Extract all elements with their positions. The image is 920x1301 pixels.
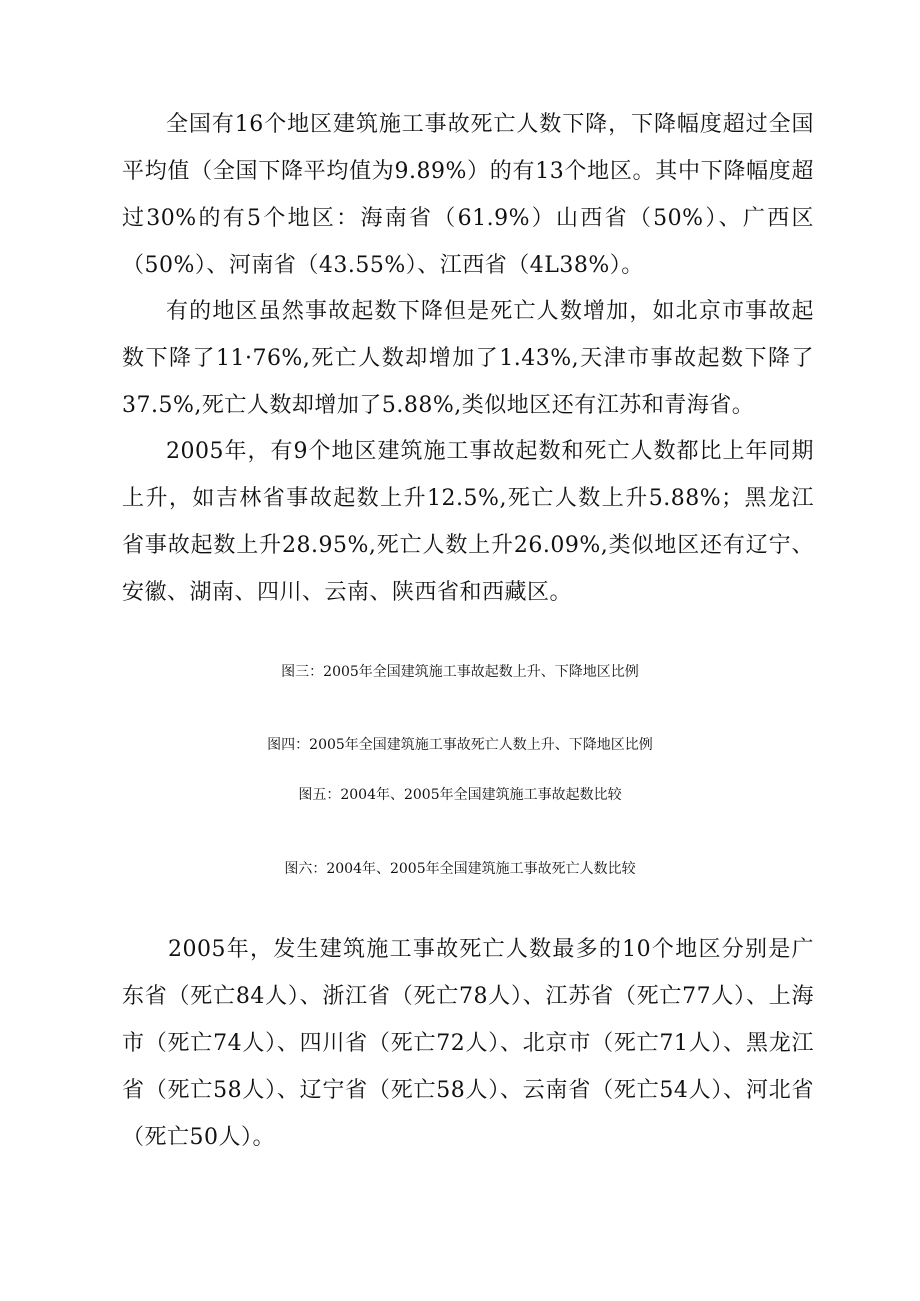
figure-5-caption: 图五：2004年、2005年全国建筑施工事故起数比较 — [298, 787, 622, 803]
figure-6-caption: 图六：2004年、2005年全国建筑施工事故死亡人数比较 — [284, 861, 636, 877]
paragraph-decline-regions: 全国有16个地区建筑施工事故死亡人数下降，下降幅度超过全国平均值（全国下降平均值为9.89%）的有13个地区。其中下降幅度超过30%的有5个地区：海南省（61.9%）山西省（50%）、广西区（50%）、河南省（43.55%）、江西省（4L38%）。 — [122, 112, 814, 278]
figure-4-caption: 图四：2005年全国建筑施工事故死亡人数上升、下降地区比例 — [267, 737, 653, 753]
figure-3-caption: 图三：2005年全国建筑施工事故起数上升、下降地区比例 — [281, 664, 639, 680]
paragraph-accidents-down-deaths-up: 有的地区虽然事故起数下降但是死亡人数增加，如北京市事故起数下降了11·76%,死亡人数却增加了1.43%,天津市事故起数下降了37.5%,死亡人数却增加了5.88%,类似地区还有江苏和青海省。 — [122, 299, 814, 418]
paragraph-top-10-regions: 2005年，发生建筑施工事故死亡人数最多的10个地区分别是广东省（死亡84人）、浙江省（死亡78人）、江苏省（死亡77人）、上海市（死亡74人）、四川省（死亡72人）、北京市（死亡71人）、黑龙江省（死亡58人）、辽宁省（死亡58人）、云南省（死亡54人）、河北省（死亡50人）。 — [122, 937, 814, 1150]
paragraph-both-rising: 2005年，有9个地区建筑施工事故起数和死亡人数都比上年同期上升，如吉林省事故起数上升12.5%,死亡人数上升5.88%；黑龙江省事故起数上升28.95%,死亡人数上升26.09%,类似地区还有辽宁、安徽、湖南、四川、云南、陕西省和西藏区。 — [122, 439, 814, 605]
